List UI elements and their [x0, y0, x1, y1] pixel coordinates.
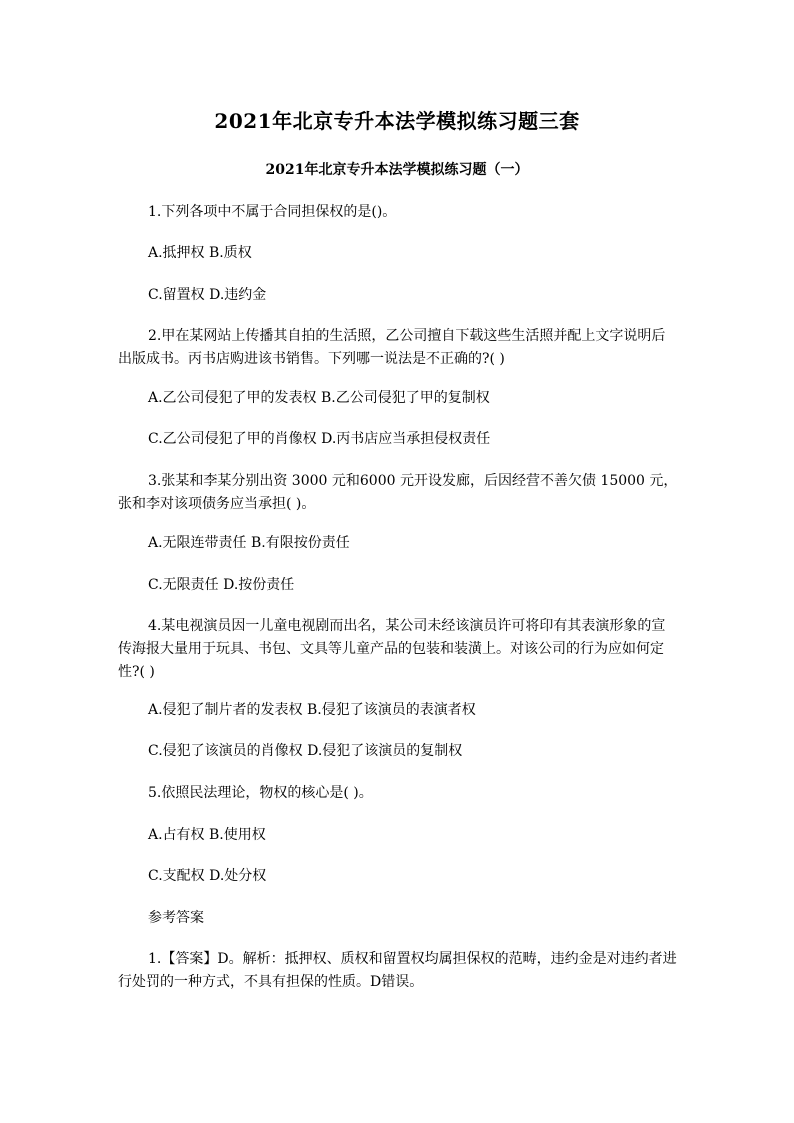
question-5-options-ab: A.占有权 B.使用权: [148, 827, 266, 843]
question-2-options-ab: A.乙公司侵犯了甲的发表权 B.乙公司侵犯了甲的复制权: [148, 390, 490, 406]
question-2: 2.甲在某网站上传播其自拍的生活照，乙公司擅自下载这些生活照并配上文字说明后出版成书。丙书店购进该书销售。下列哪一说法是不正确的?( ): [118, 328, 666, 367]
section-title: 2021年北京专升本法学模拟练习题（一）: [265, 162, 529, 178]
document-title: 2021年北京专升本法学模拟练习题三套: [214, 109, 580, 133]
question-5-options-cd: C.支配权 D.处分权: [148, 868, 267, 884]
question-3: 3.张某和李某分别出资 3000 元和6000 元开设发廊，后因经营不善欠债 15000 元，张和李对该项债务应当承担( )。: [118, 473, 678, 512]
question-4-options-cd: C.侵犯了该演员的肖像权 D.侵犯了该演员的复制权: [148, 743, 463, 759]
question-1-options-cd: C.留置权 D.违约金: [148, 287, 267, 303]
answer-1: 1.【答案】D。解析：抵押权、质权和留置权均属担保权的范畴，违约金是对违约者进行处罚的一种方式，不具有担保的性质。D错误。: [118, 951, 677, 990]
question-4: 4.某电视演员因一儿童电视剧而出名，某公司未经该演员许可将印有其表演形象的宣传海报大量用于玩具、书包、文具等儿童产品的包装和装潢上。对该公司的行为应如何定性?( ): [118, 618, 666, 680]
question-4-options-ab: A.侵犯了制片者的发表权 B.侵犯了该演员的表演者权: [148, 702, 476, 718]
question-1-options-ab: A.抵押权 B.质权: [148, 245, 252, 261]
question-1: 1.下列各项中不属于合同担保权的是()。: [148, 204, 397, 220]
question-3-options-cd: C.无限责任 D.按份责任: [148, 577, 295, 593]
question-5: 5.依照民法理论，物权的核心是( )。: [148, 785, 373, 801]
question-2-options-cd: C.乙公司侵犯了甲的肖像权 D.丙书店应当承担侵权责任: [148, 431, 491, 447]
answer-heading: 参考答案: [148, 910, 204, 926]
question-3-options-ab: A.无限连带责任 B.有限按份责任: [148, 535, 350, 551]
